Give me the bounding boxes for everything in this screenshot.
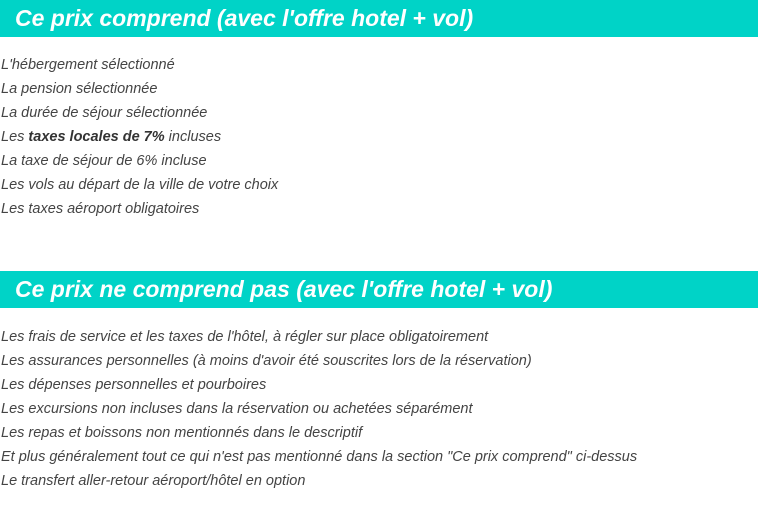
- list-item: L'hébergement sélectionné: [1, 57, 175, 73]
- price-includes-section: [0, 0, 758, 221]
- price-excludes-heading: Ce prix ne comprend pas (avec l'offre hotel + vol): [0, 271, 758, 308]
- list-item: Les vols au départ de la ville de votre choix: [1, 177, 279, 193]
- list-item: Les frais de service et les taxes de l'hôtel, à régler sur place obligatoirement: [1, 329, 489, 345]
- list-item: La taxe de séjour de 6% incluse: [1, 153, 207, 169]
- list-item: Les dépenses personnelles et pourboires: [1, 377, 267, 393]
- price-excludes-list: [0, 308, 758, 493]
- list-item: Les assurances personnelles (à moins d'avoir été souscrites lors de la réservation): [1, 353, 532, 369]
- price-excludes-section: [0, 271, 758, 493]
- local-taxes-prefix: Les: [1, 129, 29, 145]
- list-item: Les excursions non incluses dans la réservation ou achetées séparément: [1, 401, 473, 417]
- list-item: La pension sélectionnée: [1, 81, 158, 97]
- list-item: Les taxes aéroport obligatoires: [1, 201, 200, 217]
- price-includes-list: [0, 37, 758, 221]
- list-item: Et plus généralement tout ce qui n'est pas mentionné dans la section "Ce prix comprend" ci-dessus: [1, 449, 638, 465]
- local-taxes-suffix: incluses: [164, 129, 222, 145]
- local-taxes-bold: taxes locales de 7%: [28, 129, 165, 145]
- list-item-local-taxes: [0, 125, 758, 149]
- list-item: La durée de séjour sélectionnée: [1, 105, 208, 121]
- price-includes-heading: Ce prix comprend (avec l'offre hotel + vol): [0, 0, 758, 37]
- list-item: Les repas et boissons non mentionnés dans le descriptif: [1, 425, 363, 441]
- list-item: Le transfert aller-retour aéroport/hôtel en option: [1, 473, 306, 489]
